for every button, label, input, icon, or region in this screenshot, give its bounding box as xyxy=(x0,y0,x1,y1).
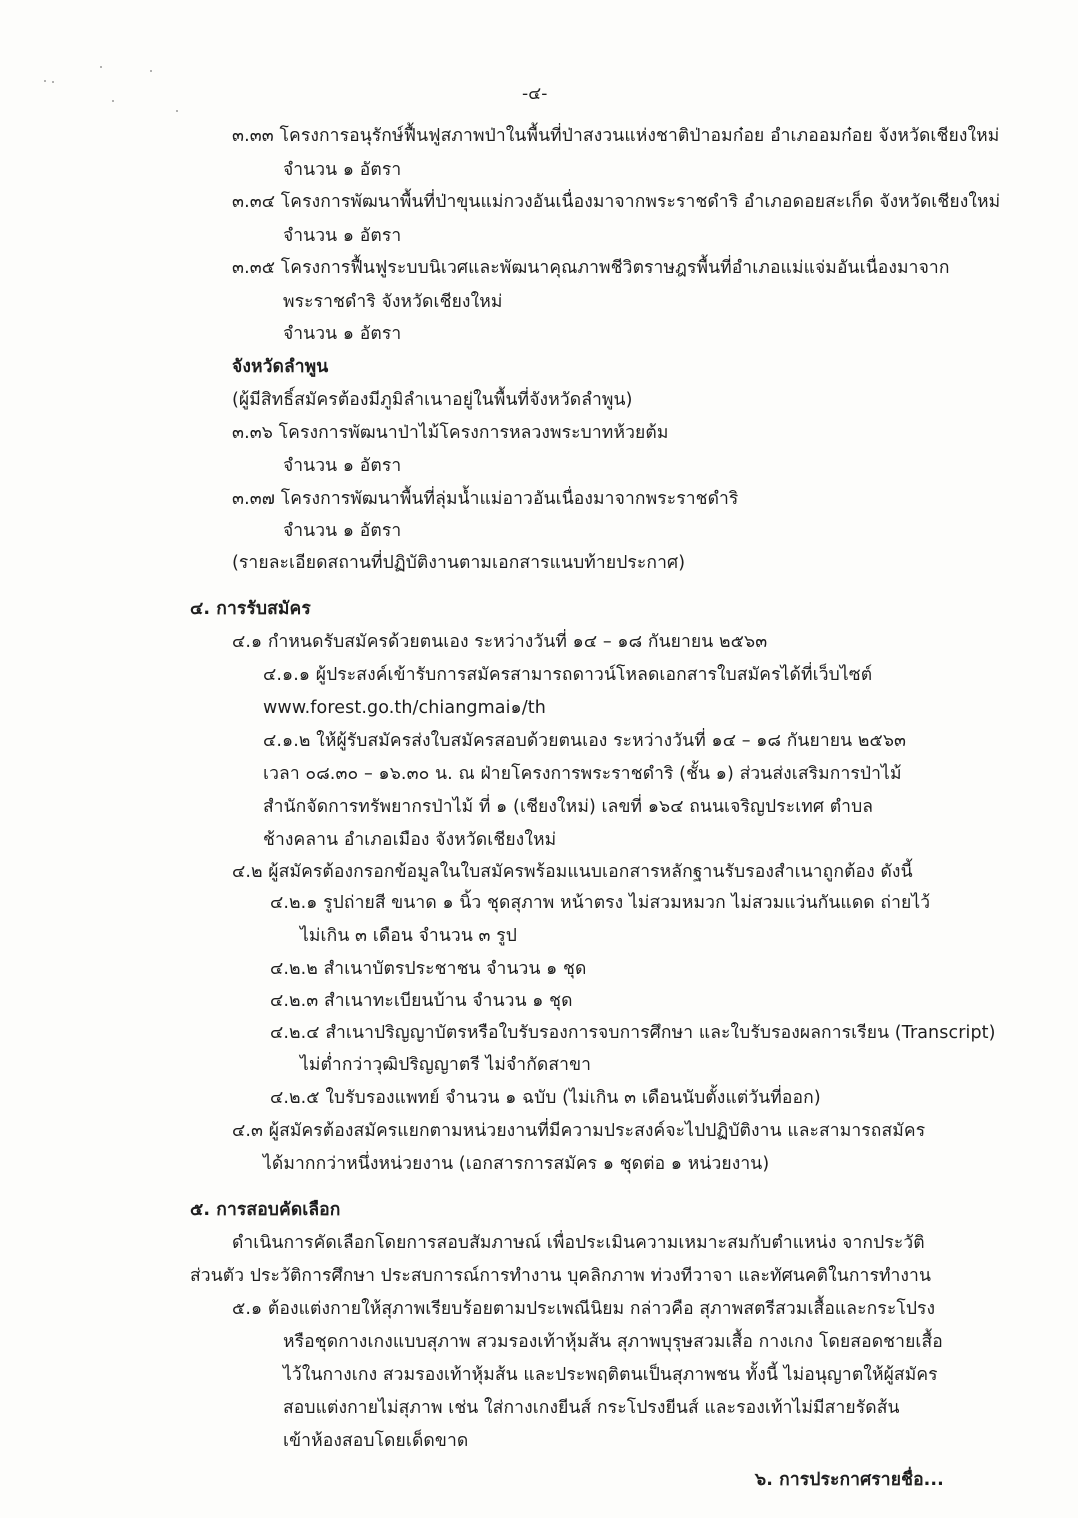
page-number: -๔- xyxy=(522,84,548,104)
scan-speck xyxy=(52,81,54,83)
paragraph: สอบแต่งกายไม่สุภาพ เช่น ใส่กางเกงยีนส์ กระโปรงยีนส์ และรองเท้าไม่มีสายรัดส้น xyxy=(283,1398,900,1418)
list-item: ๔.๓ ผู้สมัครต้องสมัครแยกตามหน่วยงานที่มีความประสงค์จะไปปฏิบัติงาน และสามารถสมัคร xyxy=(232,1121,926,1141)
section-heading: ๔. การรับสมัคร xyxy=(190,599,311,619)
list-item: ๔.๒.๓ สำเนาทะเบียนบ้าน จำนวน ๑ ชุด xyxy=(270,991,573,1011)
section-heading: จังหวัดลำพูน xyxy=(232,357,329,377)
list-item: ๔.๒.๕ ใบรับรองแพทย์ จำนวน ๑ ฉบับ (ไม่เกิน ๓ เดือนนับตั้งแต่วันที่ออก) xyxy=(270,1088,821,1108)
scan-speck xyxy=(150,70,152,72)
list-item: ๔.๒.๑ รูปถ่ายสี ขนาด ๑ นิ้ว ชุดสุภาพ หน้าตรง ไม่สวมหมวก ไม่สวมแว่นกันแดด ถ่ายไว้ xyxy=(270,893,931,913)
scan-speck xyxy=(100,66,102,68)
scan-speck xyxy=(44,80,46,82)
paragraph: (ผู้มีสิทธิ์สมัครต้องมีภูมิลำเนาอยู่ในพื้นที่จังหวัดลำพูน) xyxy=(232,390,633,410)
paragraph: หรือชุดกางเกงแบบสุภาพ สวมรองเท้าหุ้มส้น สุภาพบุรุษสวมเสื้อ กางเกง โดยสอดชายเสื้อ xyxy=(283,1332,943,1352)
continuation-marker: ๖. การประกาศรายชื่อ... xyxy=(755,1470,944,1490)
list-item: ๓.๓๖ โครงการพัฒนาป่าไม้โครงการหลวงพระบาทห้วยต้ม xyxy=(232,423,669,443)
list-item: ๔.๑ กำหนดรับสมัครด้วยตนเอง ระหว่างวันที่ ๑๔ – ๑๘ กันยายน ๒๕๖๓ xyxy=(232,632,768,652)
paragraph: เข้าห้องสอบโดยเด็ดขาด xyxy=(283,1431,469,1451)
list-item: ๓.๓๗ โครงการพัฒนาพื้นที่ลุ่มน้ำแม่อาวอันเนื่องมาจากพระราชดำริ xyxy=(232,489,739,509)
list-item: จำนวน ๑ อัตรา xyxy=(283,456,402,476)
list-item: ๔.๒.๒ สำเนาบัตรประชาชน จำนวน ๑ ชุด xyxy=(270,959,587,979)
scan-speck xyxy=(176,110,178,112)
paragraph: ไว้ในกางเกง สวมรองเท้าหุ้มส้น และประพฤติตนเป็นสุภาพชน ทั้งนี้ ไม่อนุญาตให้ผู้สมัคร xyxy=(283,1365,938,1385)
list-item: ๕.๑ ต้องแต่งกายให้สุภาพเรียบร้อยตามประเพณีนิยม กล่าวคือ สุภาพสตรีสวมเสื้อและกระโปรง xyxy=(232,1299,936,1319)
paragraph: เวลา ๐๘.๓๐ – ๑๖.๓๐ น. ณ ฝ่ายโครงการพระราชดำริ (ชั้น ๑) ส่วนส่งเสริมการป่าไม้ xyxy=(263,764,902,784)
website-link-text: www.forest.go.th/chiangmai๑/th xyxy=(263,698,546,718)
paragraph: ได้มากกว่าหนึ่งหน่วยงาน (เอกสารการสมัคร ๑ ชุดต่อ ๑ หน่วยงาน) xyxy=(263,1154,770,1174)
scan-speck xyxy=(112,100,114,102)
list-item: ๔.๒ ผู้สมัครต้องกรอกข้อมูลในใบสมัครพร้อมแนบเอกสารหลักฐานรับรองสำเนาถูกต้อง ดังนี้ xyxy=(232,862,913,882)
paragraph: (รายละเอียดสถานที่ปฏิบัติงานตามเอกสารแนบท้ายประกาศ) xyxy=(232,553,686,573)
paragraph: ช้างคลาน อำเภอเมือง จังหวัดเชียงใหม่ xyxy=(263,830,557,850)
list-item: ๓.๓๓ โครงการอนุรักษ์ฟื้นฟูสภาพป่าในพื้นที่ป่าสงวนแห่งชาติป่าอมก๋อย อำเภออมก๋อย จังหวัดเชียงใหม่ xyxy=(232,126,1000,146)
list-item: จำนวน ๑ อัตรา xyxy=(283,521,402,541)
list-item: ๓.๓๕ โครงการฟื้นฟูระบบนิเวศและพัฒนาคุณภาพชีวิตราษฎรพื้นที่อำเภอแม่แจ่มอันเนื่องมาจาก xyxy=(232,258,950,278)
paragraph: สำนักจัดการทรัพยากรป่าไม้ ที่ ๑ (เชียงใหม่) เลขที่ ๑๖๔ ถนนเจริญประเทศ ตำบล xyxy=(263,797,874,817)
section-heading: ๕. การสอบคัดเลือก xyxy=(190,1200,341,1220)
list-item: จำนวน ๑ อัตรา xyxy=(283,226,402,246)
list-item: ๓.๓๔ โครงการพัฒนาพื้นที่ป่าขุนแม่กวงอันเนื่องมาจากพระราชดำริ อำเภอดอยสะเก็ด จังหวัดเชียงใหม่ xyxy=(232,192,1001,212)
list-item: ๔.๑.๒ ให้ผู้รับสมัครส่งใบสมัครสอบด้วยตนเอง ระหว่างวันที่ ๑๔ – ๑๘ กันยายน ๒๕๖๓ xyxy=(263,731,907,751)
list-item: จำนวน ๑ อัตรา xyxy=(283,324,402,344)
list-item: ๔.๒.๔ สำเนาปริญญาบัตรหรือใบรับรองการจบการศึกษา และใบรับรองผลการเรียน (Transcript) xyxy=(270,1023,996,1043)
list-item: ๔.๑.๑ ผู้ประสงค์เข้ารับการสมัครสามารถดาวน์โหลดเอกสารใบสมัครได้ที่เว็บไซต์ xyxy=(263,665,873,685)
paragraph: ดำเนินการคัดเลือกโดยการสอบสัมภาษณ์ เพื่อประเมินความเหมาะสมกับตำแหน่ง จากประวัติ xyxy=(232,1233,925,1253)
list-item: พระราชดำริ จังหวัดเชียงใหม่ xyxy=(283,292,503,312)
paragraph: ส่วนตัว ประวัติการศึกษา ประสบการณ์การทำงาน บุคลิกภาพ ท่วงทีวาจา และทัศนคติในการทำงาน xyxy=(190,1266,932,1286)
list-item: จำนวน ๑ อัตรา xyxy=(283,160,402,180)
paragraph: ไม่ต่ำกว่าวุฒิปริญญาตรี ไม่จำกัดสาขา xyxy=(300,1055,592,1075)
paragraph: ไม่เกิน ๓ เดือน จำนวน ๓ รูป xyxy=(300,926,517,946)
